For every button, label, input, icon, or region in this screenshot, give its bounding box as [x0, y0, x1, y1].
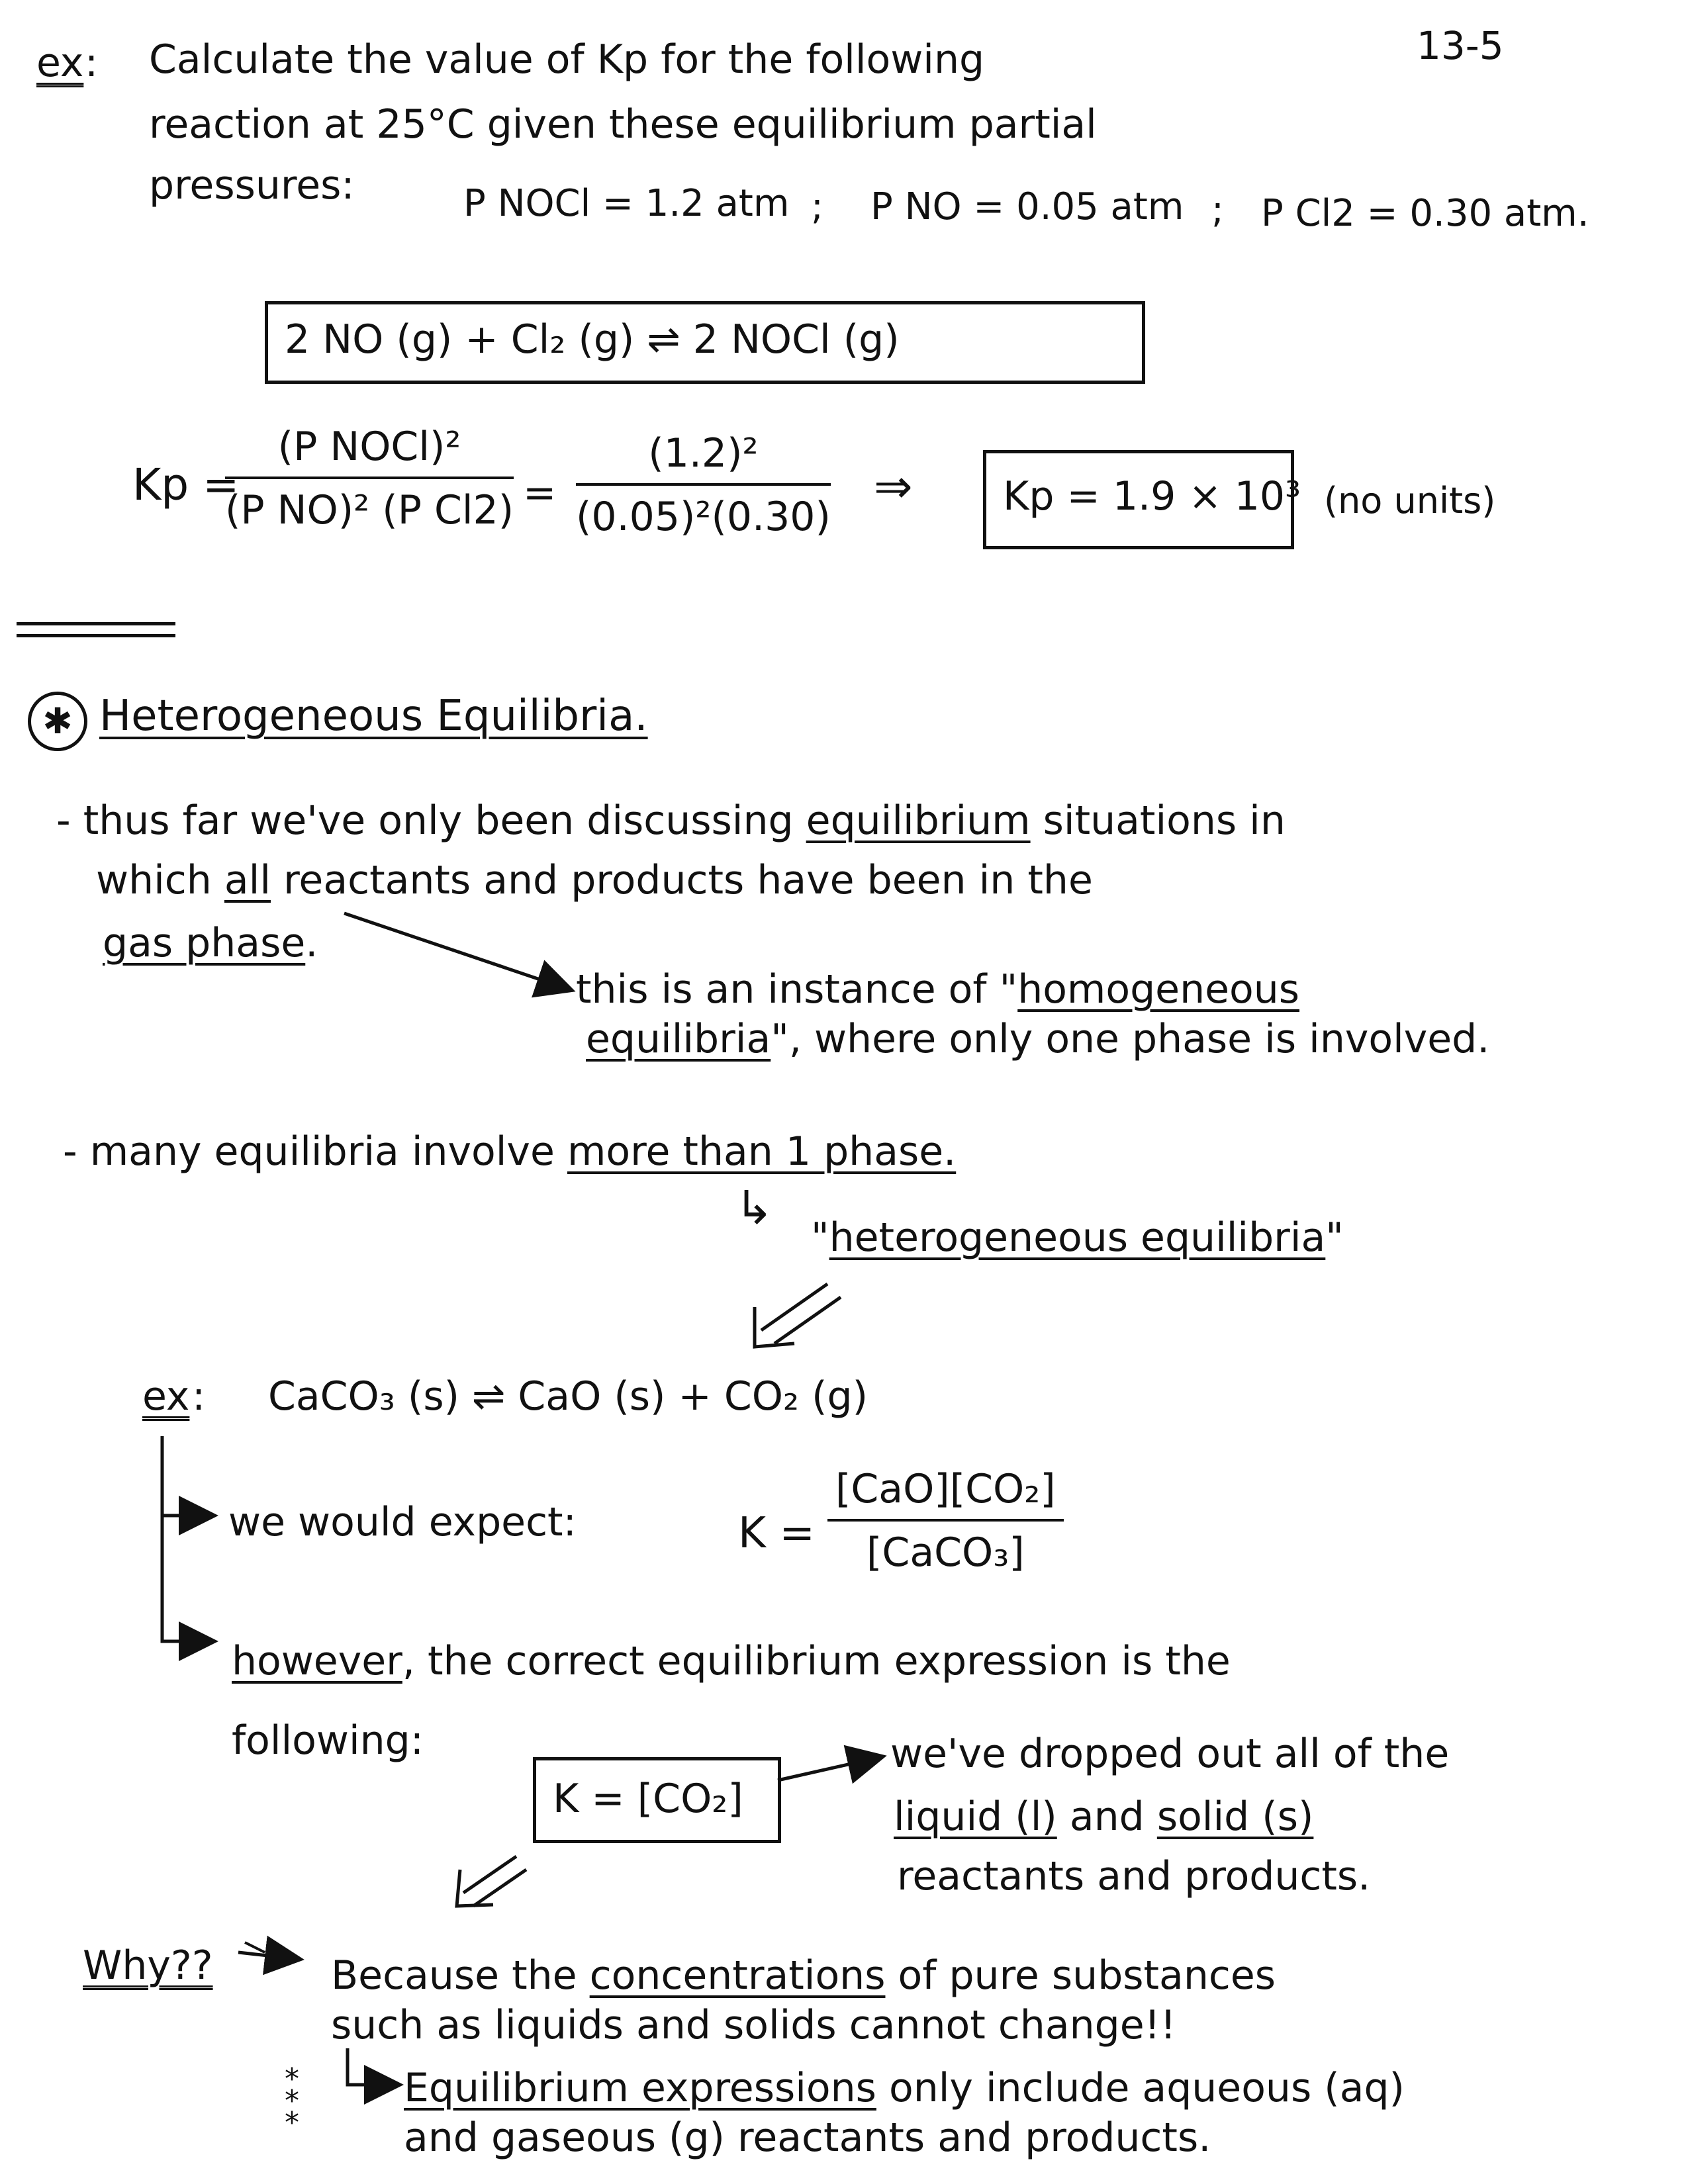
section-title: Heterogeneous Equilibria.: [99, 692, 648, 741]
triple-asterisk: * * *: [285, 2062, 299, 2140]
k-expected-numerator: [CaO][CO₂]: [835, 1466, 1056, 1512]
separator: ;: [1211, 189, 1224, 232]
why-text: of pure substances: [898, 1952, 1276, 1999]
problem-line-3: pressures:: [149, 162, 355, 208]
example-label: ex: [36, 40, 84, 86]
pressure-nocl: P NOCl = 1.2 atm: [463, 182, 790, 225]
underlined-however: however: [232, 1638, 402, 1684]
colon: :: [192, 1373, 206, 1420]
page-number: 13-5: [1417, 23, 1504, 68]
underlined-heterogeneous-equilibria: heterogeneous equilibria: [829, 1214, 1326, 1261]
pressure-cl2: P Cl2 = 0.30 atm.: [1261, 192, 1589, 235]
no-units-note: (no units): [1324, 480, 1496, 522]
asterisk-icon: ✱: [28, 692, 87, 751]
corner-arrow-icon: ↳: [735, 1181, 774, 1235]
why-arrow: [238, 1942, 298, 1959]
colon: :: [85, 40, 99, 86]
pointer-arrow: [344, 913, 569, 989]
para2-text: - many equilibria involve: [63, 1128, 555, 1175]
why-text: Because the: [331, 1952, 577, 1999]
underlined-equilibrium-expressions: Equilibrium expressions: [404, 2065, 876, 2111]
underlined-more-than-1-phase: more than 1 phase.: [567, 1128, 957, 1175]
pointer-arrow: [778, 1757, 880, 1780]
note-text: ", where only one phase is involved.: [771, 1016, 1490, 1062]
quote-mark: ": [1325, 1214, 1344, 1261]
period: .: [305, 920, 318, 966]
kp-label: Kp =: [132, 459, 240, 510]
para1-text: which: [96, 857, 212, 903]
quote-mark: ": [811, 1214, 829, 1261]
kp-symbolic-denominator: (P NO)² (P Cl2): [225, 487, 514, 533]
why-line4: and gaseous (g) reactants and products.: [404, 2115, 1211, 2161]
dropped-line1: we've dropped out all of the: [890, 1731, 1450, 1777]
kp-symbolic-numerator: (P NOCl)²: [277, 424, 461, 470]
underlined-equilibria: equilibria: [586, 1016, 771, 1062]
k-expected-denominator: [CaCO₃]: [867, 1529, 1025, 1576]
underlined-homogeneous: homogeneous: [1017, 966, 1300, 1013]
k-expected-label: K =: [738, 1509, 815, 1558]
underlined-concentrations: concentrations: [589, 1952, 886, 1999]
kp-numeric-denominator: (0.05)²(0.30): [576, 494, 831, 540]
why-line2: such as liquids and solids cannot change!!: [331, 2002, 1176, 2048]
implies-arrow: ⇒: [874, 459, 913, 514]
separator: ;: [811, 185, 823, 228]
note-text: this is an instance of ": [576, 966, 1018, 1013]
underlined-liquid: liquid (l): [894, 1794, 1057, 1840]
and-text: and: [1069, 1794, 1145, 1840]
underlined-solid: solid (s): [1156, 1794, 1314, 1840]
problem-line-1: Calculate the value of Kp for the following: [149, 36, 985, 83]
bracket-arrow: [162, 1436, 212, 1641]
kp-answer: Kp = 1.9 × 10³: [1003, 473, 1301, 520]
double-diagonal-arrow: [457, 1856, 526, 1906]
double-diagonal-arrow: [755, 1284, 841, 1347]
para1-text: reactants and products have been in the: [283, 857, 1093, 903]
para1-text: - thus far we've only been discussing: [56, 797, 794, 844]
example-label: ex: [142, 1373, 190, 1420]
however-text: , the correct equilibrium expression is the: [402, 1638, 1231, 1684]
why-label: Why??: [83, 1942, 213, 1989]
corner-arrow-icon: [348, 2048, 397, 2085]
pressure-no: P NO = 0.05 atm: [870, 185, 1184, 228]
kp-numeric-numerator: (1.2)²: [648, 430, 759, 477]
caco3-reaction: CaCO₃ (s) ⇌ CaO (s) + CO₂ (g): [268, 1373, 868, 1420]
we-would-expect: we would expect:: [228, 1499, 577, 1545]
underlined-all: all: [224, 857, 271, 903]
why-text: only include aqueous (aq): [888, 2065, 1405, 2111]
underlined-equilibrium: equilibrium: [806, 797, 1031, 844]
para1-text: situations in: [1043, 797, 1286, 844]
problem-line-2: reaction at 25°C given these equilibrium partial: [149, 101, 1097, 148]
equals-sign: =: [523, 470, 557, 516]
dropped-line3: reactants and products.: [897, 1853, 1371, 1899]
following-label: following:: [232, 1717, 424, 1764]
reaction-equation: 2 NO (g) + Cl₂ (g) ⇌ 2 NOCl (g): [285, 316, 900, 363]
underlined-gas-phase: gas phase: [103, 920, 306, 966]
k-correct: K = [CO₂]: [553, 1776, 743, 1822]
